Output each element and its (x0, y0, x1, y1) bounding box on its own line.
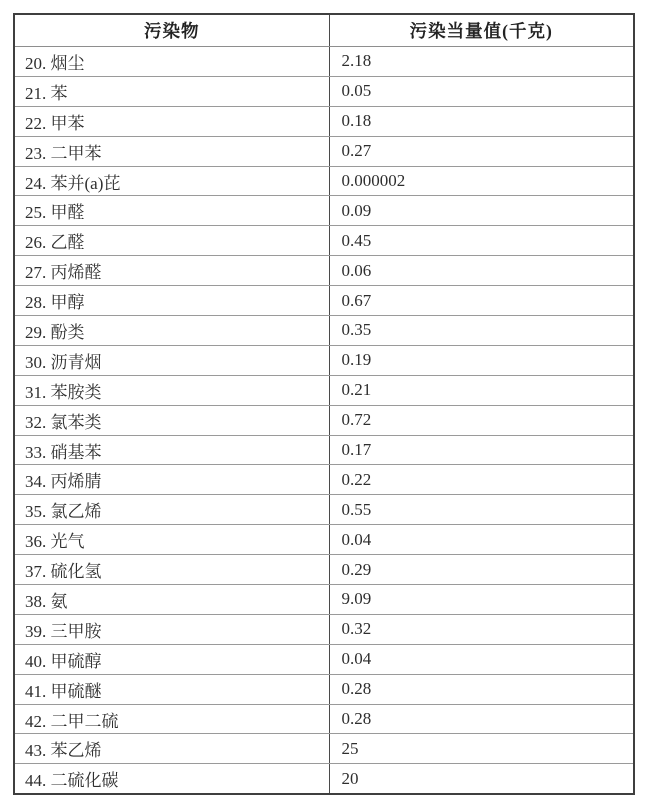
table-row (14, 644, 634, 674)
equivalent-value-cell: 0.22 (329, 465, 634, 495)
table-row (14, 226, 634, 256)
table-header-row (14, 14, 634, 47)
table-row (14, 525, 634, 555)
equivalent-value-cell: 2.18 (329, 47, 634, 77)
pollutant-name-cell: 31. 苯胺类 (14, 375, 329, 405)
equivalent-value-cell: 0.04 (329, 644, 634, 674)
pollutant-name-cell: 30. 沥青烟 (14, 345, 329, 375)
table-row (14, 375, 634, 405)
equivalent-value-cell: 0.45 (329, 226, 634, 256)
table-row (14, 166, 634, 196)
equivalent-value-cell: 0.32 (329, 614, 634, 644)
equivalent-value-cell: 0.04 (329, 525, 634, 555)
table-row (14, 345, 634, 375)
equivalent-value-cell: 0.29 (329, 555, 634, 585)
pollutant-name-cell: 33. 硝基苯 (14, 435, 329, 465)
equivalent-value-cell: 0.05 (329, 76, 634, 106)
equivalent-value-cell: 0.67 (329, 286, 634, 316)
pollutant-name-cell: 36. 光气 (14, 525, 329, 555)
equivalent-value-cell: 0.17 (329, 435, 634, 465)
table-row (14, 734, 634, 764)
table-row (14, 136, 634, 166)
column-header-equivalent-value: 污染当量值(千克) (329, 14, 634, 47)
pollutant-name-cell: 27. 丙烯醛 (14, 256, 329, 286)
table-row (14, 286, 634, 316)
equivalent-value-cell: 0.09 (329, 196, 634, 226)
equivalent-value-cell: 0.72 (329, 405, 634, 435)
pollutant-name-cell: 26. 乙醛 (14, 226, 329, 256)
pollutant-name-cell: 44. 二硫化碳 (14, 764, 329, 794)
table-row (14, 316, 634, 346)
equivalent-value-cell: 0.35 (329, 316, 634, 346)
equivalent-value-cell: 20 (341, 768, 359, 788)
pollutant-name-cell: 32. 氯苯类 (14, 405, 329, 435)
table-row (14, 674, 634, 704)
pollutant-name-cell: 24. 苯并(a)芘 (14, 166, 329, 196)
pollutant-name-cell: 28. 甲醇 (14, 286, 329, 316)
table-row (14, 76, 634, 106)
table-row (14, 47, 634, 77)
equivalent-value-cell: 0.19 (329, 345, 634, 375)
equivalent-value-cell: 0.000002 (329, 166, 634, 196)
equivalent-value-cell: 0.28 (329, 674, 634, 704)
table-row (14, 405, 634, 435)
pollutant-name-cell: 38. 氨 (14, 585, 329, 615)
equivalent-value-cell: 0.55 (329, 495, 634, 525)
pollutant-name-cell: 34. 丙烯腈 (14, 465, 329, 495)
pollutant-name-cell: 20. 烟尘 (14, 47, 329, 77)
equivalent-value-cell: 0.06 (329, 256, 634, 286)
table-row (14, 196, 634, 226)
pollutant-name-cell: 25. 甲醛 (14, 196, 329, 226)
pollutant-name-cell: 41. 甲硫醚 (14, 674, 329, 704)
equivalent-value-cell: 0.21 (329, 375, 634, 405)
pollutant-name-cell: 22. 甲苯 (14, 106, 329, 136)
table-row (14, 764, 634, 794)
table-row (14, 256, 634, 286)
table-row (14, 495, 634, 525)
table-row (14, 704, 634, 734)
pollutant-name-cell: 35. 氯乙烯 (14, 495, 329, 525)
table-row (14, 435, 634, 465)
pollutant-name-cell: 21. 苯 (14, 76, 329, 106)
equivalent-value-cell: 0.18 (329, 106, 634, 136)
pollutant-name-cell: 29. 酚类 (14, 316, 329, 346)
table-body (14, 47, 634, 795)
table-row (14, 106, 634, 136)
equivalent-value-cell: 9.09 (329, 585, 634, 615)
equivalent-value-cell: 0.28 (329, 704, 634, 734)
pollutant-name-cell: 23. 二甲苯 (14, 136, 329, 166)
pollutant-equivalent-table (13, 13, 635, 795)
table-row (14, 585, 634, 615)
pollutant-name-cell: 39. 三甲胺 (14, 614, 329, 644)
table-row (14, 465, 634, 495)
pollutant-name-cell: 42. 二甲二硫 (14, 704, 329, 734)
column-header-pollutant: 污染物 (14, 14, 329, 47)
pollutant-name-cell: 37. 硫化氢 (14, 555, 329, 585)
table-row (14, 555, 634, 585)
table-row (14, 614, 634, 644)
pollutant-name-cell: 43. 苯乙烯 (14, 734, 329, 764)
equivalent-value-cell: 25 (329, 734, 634, 764)
pollutant-name-cell: 40. 甲硫醇 (14, 644, 329, 674)
equivalent-value-cell: 0.27 (329, 136, 634, 166)
